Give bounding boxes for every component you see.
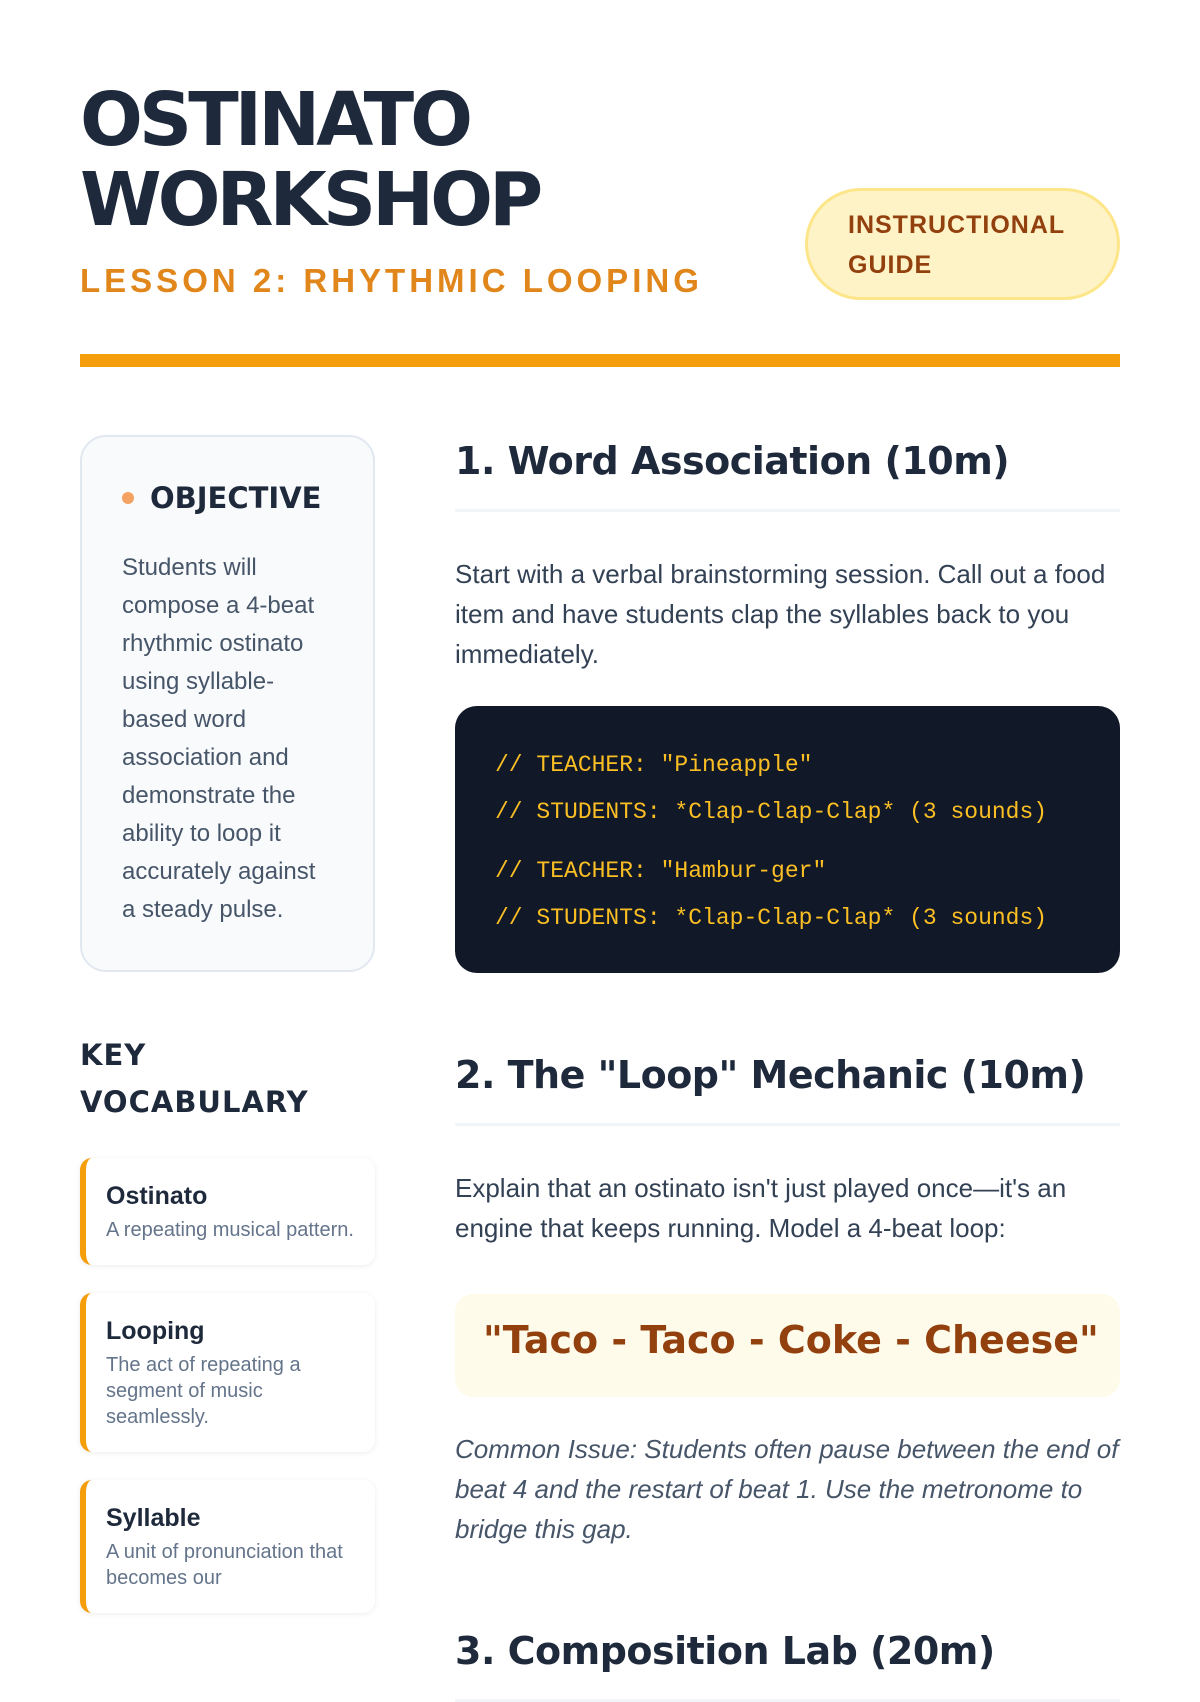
vocab-card-syllable [80,1480,375,1613]
chant-callout [455,1294,1120,1397]
vocab-definition: A unit of pronunciation that becomes our [106,1541,343,1589]
title-line-1: OSTINATO [80,77,470,163]
vocab-term: Syllable [106,1504,201,1532]
vocab-term: Ostinato [106,1182,208,1210]
common-issue-note: Common Issue: Students often pause between the end of beat 4 and the restart of beat 1. Use the metronome to bridge this gap. [455,1434,1119,1544]
badge-line-1: INSTRUCTIONAL [848,211,1066,239]
section-1-paragraph: Start with a verbal brainstorming session. Call out a food item and have students clap the syllables back to you immediately. [455,559,1106,669]
objective-title: OBJECTIVE [150,481,322,515]
bullet-dot-icon [122,492,134,504]
sidebar [80,435,375,1613]
code-line: // TEACHER: "Pineapple" [495,752,813,778]
vocab-term: Looping [106,1317,205,1345]
code-line: // STUDENTS: *Clap-Clap-Clap* (3 sounds) [495,905,1048,931]
title-line-2: WORKSHOP [80,157,540,243]
section-2-paragraph: Explain that an ostinato isn't just played once—it's an engine that keeps running. Model a 4-beat loop: [455,1173,1067,1243]
section-3-title: 3. Composition Lab (20m) [455,1625,1120,1702]
vocab-definition: A repeating musical pattern. [106,1219,354,1241]
section-1-title: 1. Word Association (10m) [455,435,1120,512]
vocab-card-looping [80,1293,375,1452]
code-line: // STUDENTS: *Clap-Clap-Clap* (3 sounds) [495,799,1048,825]
header-divider [80,354,1120,367]
main-content [455,435,1120,1702]
header [80,77,1120,300]
objective-card [80,435,375,972]
lesson-subtitle: LESSON 2: RHYTHMIC LOOPING [80,262,703,299]
vocab-card-ostinato [80,1158,375,1265]
chant-text: "Taco - Taco - Coke - Cheese" [483,1318,1099,1362]
badge-line-2: GUIDE [848,251,933,279]
section-2-title: 2. The "Loop" Mechanic (10m) [455,1049,1120,1126]
code-line: // TEACHER: "Hambur-ger" [495,858,827,884]
objective-text: Students will compose a 4-beat rhythmic ostinato using syllable-based word association and demonstrate the ability to loop it accurately against a steady pulse. [122,554,316,923]
vocab-definition: The act of repeating a segment of music seamlessly. [106,1354,301,1428]
vocabulary-title: KEY VOCABULARY [80,1038,309,1119]
guide-badge [805,188,1120,300]
code-block [455,706,1120,973]
